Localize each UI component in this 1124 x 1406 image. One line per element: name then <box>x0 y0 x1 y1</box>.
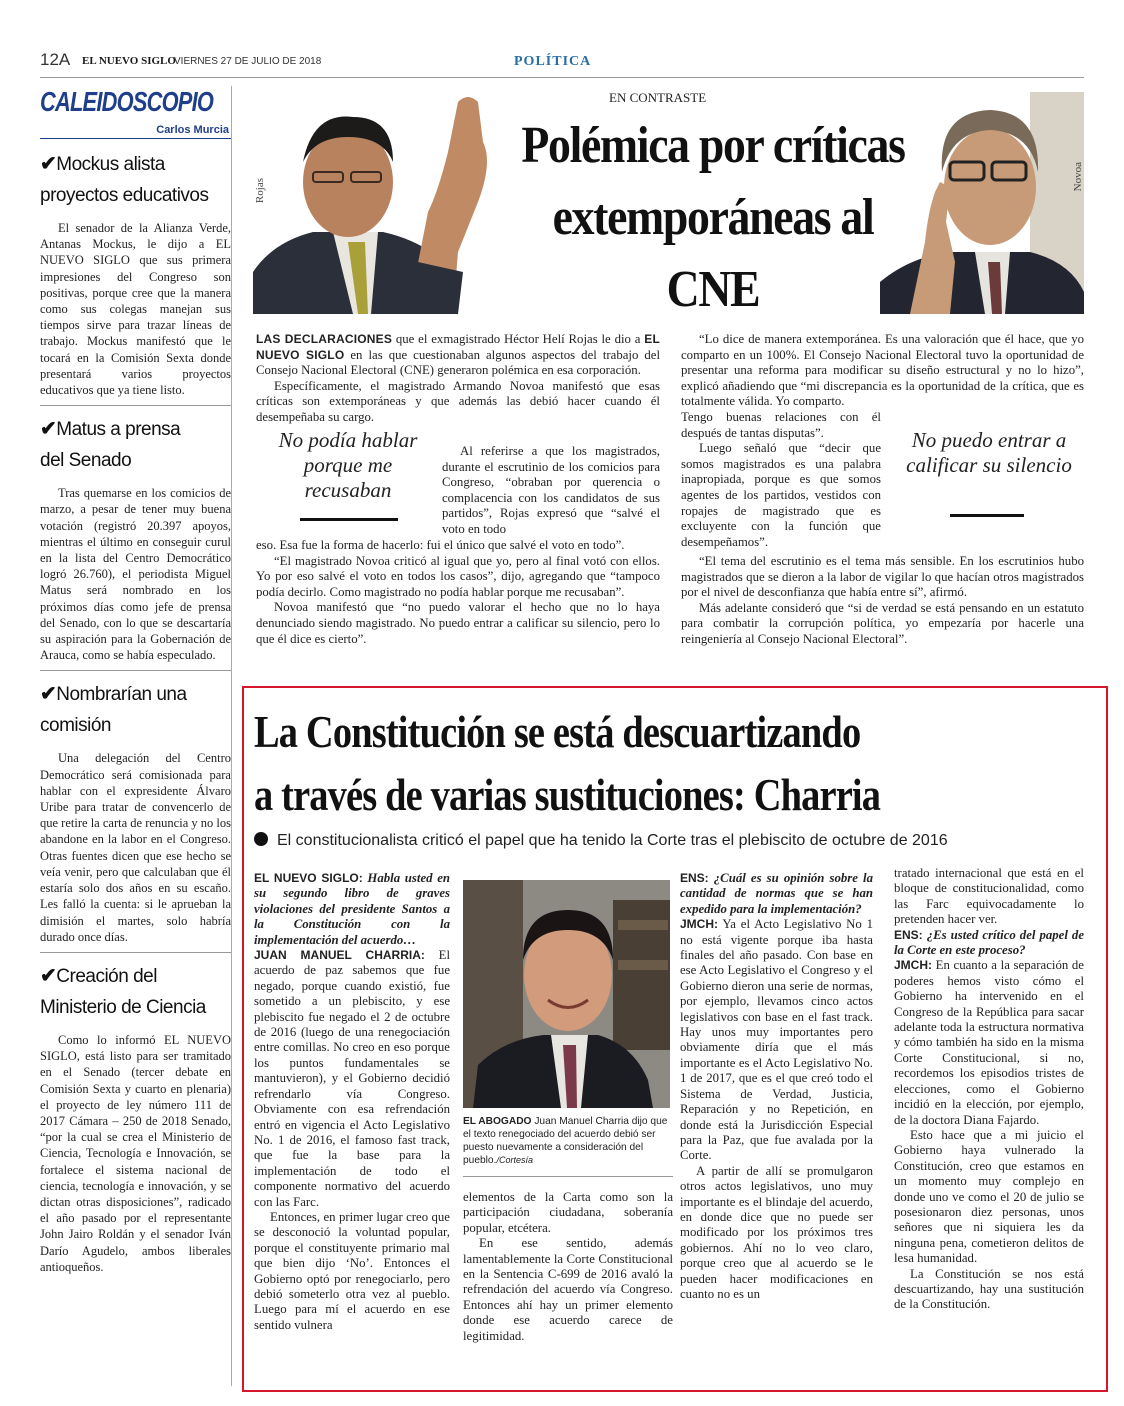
page-header <box>40 48 1084 78</box>
rojas-photo <box>253 92 503 314</box>
article-body-left <box>256 332 660 426</box>
paragraph: La Constitución se nos está descuartizando, hay una sustitución de la Constitución. <box>894 1266 1084 1312</box>
interview-deck: El constitucionalista criticó el papel que ha tenido la Corte tras el plebiscito de octubre de 2016 <box>254 832 1094 850</box>
divider <box>40 405 231 406</box>
brief-heading: ✔Mockus alista proyectos educativos <box>40 153 209 206</box>
paragraph: tratado internacional que está en el bloque de constitucionalidad, como las Farc equivocadamente lo pretenden hacer ver. <box>894 866 1084 927</box>
section-name: POLÍTICA <box>514 54 592 69</box>
article-body-right <box>681 332 1084 410</box>
interview-column-4 <box>894 866 1084 1313</box>
brief-item <box>40 679 231 944</box>
pull-quote-right: No puedo entrar a calificar su silencio <box>906 428 1072 477</box>
interview-column-2 <box>463 1190 673 1344</box>
divider <box>40 670 231 671</box>
paragraph: A partir de allí se promulgaron otros actos legislativos, uno muy importante es el blindaje del acuerdo, en donde dice que no puede ser modificado por los próximos tres gobiernos. Ahí no lo veo claro, porque creo que al acuerdo se le pueden hacer modificaciones en cuanto no es un <box>680 1163 873 1301</box>
brief-text: El senador de la Alianza Verde, Antanas Mockus, le dijo a EL NUEVO SIGLO que sus primera impresiones del Congreso son positivas, porque cree que la manera como sus colegas manejan sus tiempos sirve para trazar líneas de trabajo. Mockus manifestó que le tocará en la Comisión Sexta donde presentará varios proyectos educativos que ya tiene listo. <box>40 221 231 398</box>
paragraph: Luego señaló que “decir que somos magistrados es una palabra inapropiada, porque es que somos agentes de los partidos, vestidos con ropajes de magistrado que es excluyente con la función que desempeñamos”. <box>681 441 881 549</box>
brief-item <box>40 414 231 663</box>
brief-heading: ✔Matus a prensa del Senado <box>40 418 181 472</box>
question: EL NUEVO SIGLO: Habla usted en su segundo libro de graves violaciones del presidente Santos a la Constitución con la implementación del acuerdo… <box>254 871 450 947</box>
article-headline: Polémica por críticas extemporáneas al CNE <box>521 117 905 318</box>
paragraph: “El magistrado Novoa criticó al igual que yo, pero al final votó con ellos. Yo por eso salvé el voto en todos los casos”, dijo, agregando que “tampoco podía decirlo. Como magistrado no podía hablar porque me recusaban”. <box>256 553 660 599</box>
divider <box>40 138 231 139</box>
photo-label-left: Rojas <box>254 178 266 204</box>
brief-text: Tras quemarse en los comicios de marzo, a pesar de tener muy buena votación (registró 20.397 apoyos, mientras el último en conseguir curul en la lista del Centro Democrático logró 26.760), el periodista Miguel Matus será nombrado en los próximos días como jefe de prensa del Senado, con lo que se descartaría su aspiración para la Gobernación de Arauca, como se había especulado. <box>40 486 231 663</box>
brief-item <box>40 961 231 1275</box>
article-kicker: EN CONTRASTE <box>609 90 707 105</box>
interview-column-1 <box>254 871 450 1333</box>
paragraph: Novoa manifestó que “no puedo valorar el hecho que no lo haya denunciado siendo magistrado. No puedo entrar a calificar su silencio, pero lo que él dice es cierto”. <box>256 600 660 646</box>
caleidoscopio-column <box>40 86 232 1386</box>
paragraph: elementos de la Carta como son la participación ciudadana, soberanía popular, etcétera. <box>463 1190 673 1235</box>
question: ENS: ¿Es usted crítico del papel de la Corte en este proceso? <box>894 927 1084 958</box>
photo-label-right: Novoa <box>1072 162 1084 192</box>
paragraph: Al referirse a que los magistrados, durante el escrutinio de los comicios para Congreso, “obraban por querencia o complacencia con los candidatos de sus partidos”, Rojas expresó que “salvé el voto en todo <box>442 444 660 536</box>
lead-paragraph: LAS DECLARACIONES que el exmagistrado Héctor Helí Rojas le dio a EL NUEVO SIGLO en las que cuestionaban algunos aspectos del trabajo del Consejo Nacional Electoral (CNE) generaron polémica en esa corporación. <box>256 332 660 378</box>
issue-date: VIERNES 27 DE JULIO DE 2018 <box>174 56 322 67</box>
newspaper-name: EL NUEVO SIGLO <box>82 55 176 67</box>
check-icon: ✔ <box>40 418 57 441</box>
paragraph: “El tema del escrutinio es el tema más sensible. En los escrutinios hubo magistrados que se dieron a la labor de vigilar lo que hacían otros magistrados por el nivel de desconfianza que había entre sí”, afirmó. <box>681 554 1084 600</box>
brief-item <box>40 149 231 398</box>
paragraph: Más adelante consideró que “si de verdad se está pensando en un estatuto para combatir la corrupción política, yo empezaría por hacerle una reingeniería al Consejo Nacional Electoral”. <box>681 600 1084 646</box>
article-body-right-inset <box>681 410 881 550</box>
check-icon: ✔ <box>40 964 57 987</box>
interview-headline: La Constitución se está descuartizando a través de varias sustituciones: Charria <box>254 706 881 820</box>
brief-text: Una delegación del Centro Democrático será comisionada para hablar con el expresidente Álvaro Uribe para tratar de convencerlo de que retire la carta de renuncia y no los abandone en la labor en el Congreso. Otras fuentes dicen que ese hecho se veía venir, pero que calculaban que él estaría solo dos años en su escaño. Les falló la cuenta: si le aprueban la dimisión el martes, solo habría durado once días. <box>40 751 231 944</box>
brief-heading: ✔Creación del Ministerio de Ciencia <box>40 964 206 1018</box>
check-icon: ✔ <box>40 153 57 175</box>
brief-text: Como lo informó EL NUEVO SIGLO, está listo para ser tramitado en el Senado (tercer debate en Comisión Sexta y cuarto en plenaria) el proyecto de ley número 111 de 2017 Cámara – 250 de 2018 Senado, “por la cual se crea el Ministerio de Ciencia, Tecnología e Innovación, se fortalece el sistema nacional de ciencia, tecnología e innovación, y se dictan otras disposiciones”, radicado el año pasado por el representante John Jairo Roldán y el senador Iván Darío Agudelo, ambos liberales antioqueños. <box>40 1032 231 1274</box>
pull-quote-rule <box>300 518 398 521</box>
column-title: CALEIDOSCOPIO <box>40 86 214 117</box>
answer: JUAN MANUEL CHARRIA: El acuerdo de paz sabemos que fue negado, porque cuando existió, fue sometido a un plebiscito, y ese plebiscito fue negado el 2 de octubre de 2016 (luego de una renegociación entre comillas. No creo en eso porque los puntos fundamentales se mantuvieron), y el Gobierno decidió refrendarlo vía Congreso. Obviamente con esa refrendación entró en vigencia el Acto Legislativo No. 1 de 2016, el famoso fast track, que fue la base para la implementación de todo el componente normativo del acuerdo con las Farc. <box>254 948 450 1209</box>
pull-quote-rule <box>950 514 1024 517</box>
paragraph: Específicamente, el magistrado Armando Novoa manifestó que esas críticas son extemporáneas y que además las debió hacer cuando él desempeñaba su cargo. <box>256 378 660 424</box>
paragraph: Tengo buenas relaciones con él después de tantas disputas”. <box>681 410 881 440</box>
answer: JMCH: En cuanto a la separación de poderes hemos visto cómo el Gobierno ha intervenido en el Congreso de la República para sacar adelante toda la estructura normativa y cómo también ha sido en la misma Corte Constitucional, si no, recordemos los episodios tristes de elecciones, como el Gobierno incidió en la elección, por ejemplo, de la doctora Diana Fajardo. <box>894 958 1084 1127</box>
question: ENS: ¿Cuál es su opinión sobre la cantidad de normas que se han expedido para la implementación? <box>680 871 873 916</box>
page-number: 12A <box>40 50 71 69</box>
interview-column-3 <box>680 871 873 1302</box>
photo-caption: EL ABOGADO Juan Manuel Charria dijo que el texto renegociado del acuerdo debió ser puesto nuevamente a consideración del pueblo./Cortesía <box>463 1116 668 1166</box>
article-body-right-2 <box>681 554 1084 648</box>
paragraph: “Lo dice de manera extemporánea. Es una valoración que él hace, que yo comparto en un 100%. El Consejo Nacional Electoral tuvo la oportunidad de presentar una reforma para modificar su diseño estructural y no lo hizo”, explicó añadiendo que “mi discrepancia es la oportunidad de la crítica, que es totalmente válida. Yo comparto. <box>681 332 1084 409</box>
column-author: Carlos Murcia <box>156 124 229 136</box>
answer: JMCH: Ya el Acto Legislativo No 1 no está vigente porque iba hasta finales del año pasado. Con base en ese Acto Legislativo el Congreso y el Gobierno dieron una serie de normas, por ejemplo, llevamos cinco actos legislativos con base en el fast track. Hay unos muy importantes pero obviamente diría que el más importante es el Acto Legislativo No. 1 de 2017, que es el que creó todo el Sistema de Verdad, Justicia, Reparación y no Repetición, en donde está la Jurisdicción Especial para la Paz, que fue avalada por la Corte. <box>680 917 873 1163</box>
paragraph: Esto hace que a mi juicio el Gobierno haya vulnerado la Constitución, creo que estamos en un momento muy complejo en donde uno ve como el 20 de julio se posesionaron diez personas, unos señores que ni siquiera les da ninguna pena, cometieron delitos de lesa humanidad. <box>894 1127 1084 1266</box>
paragraph: eso. Esa fue la forma de hacerlo: fui el único que salvé el voto en todo”. <box>256 538 625 552</box>
check-icon: ✔ <box>40 683 57 706</box>
article-body-left-2 <box>256 538 660 647</box>
divider <box>463 1176 673 1177</box>
paragraph: Entonces, en primer lugar creo que se desconoció la voluntad popular, porque el constituyente primario mal que bien dijo ‘No’. Entonces el Gobierno optó por renegociarlo, pero debió someterlo otra vez al pueblo. Luego para mí el acuerdo en ese sentido vulnera <box>254 1209 450 1332</box>
bullet-icon <box>254 832 268 846</box>
charria-photo <box>463 880 670 1108</box>
divider <box>40 952 231 953</box>
paragraph: En ese sentido, además lamentablemente la Corte Constitucional en la Sentencia C-699 de 2016 avaló la refrendación del acuerdo vía Congreso. Entonces ahí hay un primer elemento donde ese acuerdo carece de legitimidad. <box>463 1236 673 1343</box>
pull-quote-left: No podía hablar porque me recusaban <box>278 428 418 502</box>
article-body-inset <box>442 444 660 538</box>
brief-heading: ✔Nombrarían una comisión <box>40 683 187 737</box>
